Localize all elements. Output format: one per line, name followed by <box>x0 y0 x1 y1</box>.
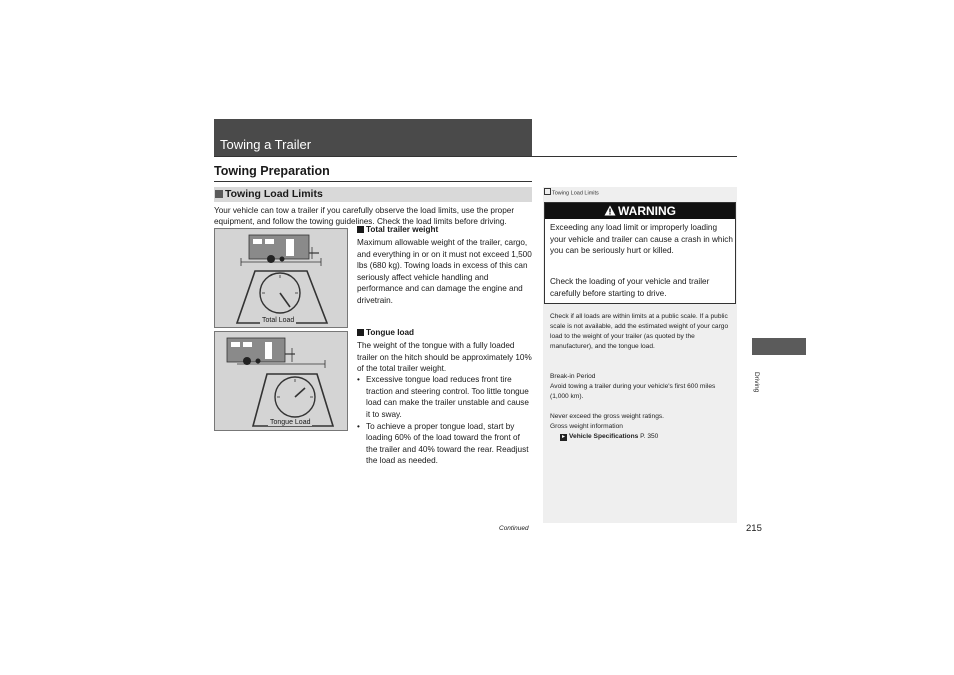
list-item: • To achieve a proper tongue load, start by loading 60% of the load toward the front of the trailer and 40% toward the rear. Readjust the load as needed. <box>357 421 532 467</box>
warning-header <box>545 203 735 219</box>
chapter-title: Towing a Trailer <box>220 137 312 152</box>
tongue-load-figure <box>214 331 348 431</box>
xref-page: P. 350 <box>640 433 659 440</box>
section-divider <box>214 181 532 182</box>
warning-title: WARNING <box>618 204 676 218</box>
section-title: Towing Preparation <box>214 164 330 178</box>
subsection-title: Towing Load Limits <box>225 188 323 200</box>
sidebar-reference-label: Towing Load Limits <box>552 190 599 197</box>
page-number: 215 <box>746 523 762 534</box>
chapter-tab[interactable] <box>752 338 806 355</box>
xref-label: Vehicle Specifications <box>569 433 639 440</box>
sidebar-reference <box>544 188 599 197</box>
warning-text-1: Exceeding any load limit or improperly loading your vehicle and trailer can cause a crash in which you can be seriously hurt or killed. <box>550 223 733 256</box>
arrow-right-icon: ▸ <box>561 434 565 440</box>
chapter-header <box>214 119 532 156</box>
total-trailer-weight-text: Maximum allowable weight of the trailer, cargo, and everything in or on it must not exceed 1,500 lbs (680 kg). Towing loads in excess of this can seriously affect vehicle handling and performance and can damage the engine and drivetrain. <box>357 238 532 305</box>
tongue-load-label: Tongue Load <box>270 419 311 426</box>
reference-icon <box>544 188 551 195</box>
square-bullet-icon <box>357 226 364 233</box>
tongue-load-text: The weight of the tongue with a fully loaded trailer on the hitch should be approximately 10% of the total trailer weight. <box>357 341 532 373</box>
square-bullet-icon <box>357 329 364 336</box>
continued-label: Continued <box>499 525 529 532</box>
chapter-divider <box>214 156 737 157</box>
break-in-note: Avoid towing a trailer during your vehicle's first 600 miles (1,000 km). <box>550 383 716 400</box>
trailer-scale-illustration <box>215 229 347 327</box>
tongue-scale-illustration <box>215 332 347 430</box>
public-scale-note: Check if all loads are within limits at a public scale. If a public scale is not available, add the estimated weight of your cargo load to the weight of your trailer (as quoted by the manufacturer), and the tongue load. <box>550 313 729 350</box>
warning-text-2: Check the loading of your vehicle and trailer carefully before starting to drive. <box>550 277 710 298</box>
tongue-load-bullet-list <box>357 374 532 467</box>
total-load-label: Total Load <box>262 317 295 324</box>
warning-box <box>544 202 736 304</box>
square-bullet-icon <box>215 190 223 198</box>
warning-triangle-icon <box>604 205 616 216</box>
total-trailer-weight-title: Total trailer weight <box>366 225 439 234</box>
break-in-heading: Break-in Period <box>550 373 596 380</box>
gross-weight-note: Never exceed the gross weight ratings. <box>550 413 664 420</box>
tongue-load-heading <box>357 328 414 337</box>
gross-weight-info-label: Gross weight information <box>550 423 623 430</box>
subsection-header <box>214 187 532 202</box>
vehicle-specifications-link[interactable] <box>560 432 658 442</box>
tongue-load-title: Tongue load <box>366 328 415 337</box>
intro-paragraph: Your vehicle can tow a trailer if you carefully observe the load limits, use the proper equipment, and follow the towing guidelines. Check the load limits before driving. <box>214 206 515 226</box>
list-item: • Excessive tongue load reduces front tire traction and steering control. Too little tongue load can make the trailer unstable and cause it to sway. <box>357 374 532 420</box>
chapter-tab-label: Driving <box>753 372 760 393</box>
total-load-figure <box>214 228 348 328</box>
total-trailer-weight-heading <box>357 225 438 234</box>
